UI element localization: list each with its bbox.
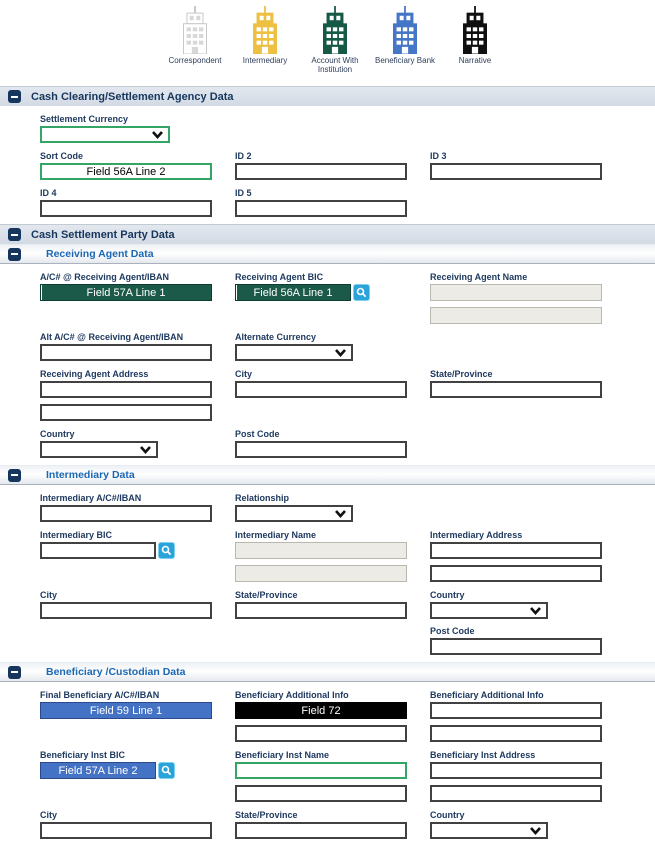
receiving-agent-address-input-2[interactable] xyxy=(40,404,212,421)
field-label: Post Code xyxy=(235,429,280,439)
chevron-down-icon xyxy=(334,348,347,357)
beneficiary-inst-name-input-2[interactable] xyxy=(235,785,407,802)
id2-input[interactable] xyxy=(235,163,407,180)
field-label: A/C# @ Receiving Agent/IBAN xyxy=(40,272,169,282)
field-label: State/Province xyxy=(235,810,298,820)
intermediary-state-input[interactable] xyxy=(235,602,407,619)
field-relationship xyxy=(235,494,407,522)
id4-input[interactable] xyxy=(40,200,212,217)
field-beneficiary-additional-info xyxy=(235,691,407,742)
beneficiary-inst-bic-input[interactable]: Field 57A Line 2 xyxy=(40,762,156,779)
field-intermediary-name xyxy=(235,531,407,582)
field-label: Receiving Agent Name xyxy=(430,272,528,282)
field-beneficiary-state xyxy=(235,811,407,839)
chevron-down-icon xyxy=(529,826,542,835)
field-label: Beneficiary Additional Info xyxy=(430,690,544,700)
beneficiary-additional-info-input-1[interactable]: Field 72 xyxy=(235,702,407,719)
party-icon-account-with-institution[interactable] xyxy=(300,6,370,74)
field-label: Receiving Agent Address xyxy=(40,369,149,379)
icon-label: Correspondent xyxy=(168,56,222,65)
beneficiary-inst-address-input-1[interactable] xyxy=(430,762,602,779)
chevron-down-icon xyxy=(139,445,152,454)
search-icon xyxy=(161,765,172,776)
field-label: Post Code xyxy=(430,626,475,636)
receiving-agent-city-input[interactable] xyxy=(235,381,407,398)
building-icon xyxy=(175,6,215,54)
party-icon-beneficiary-bank[interactable] xyxy=(370,6,440,74)
field-beneficiary-additional-info-2 xyxy=(430,691,602,742)
bic-lookup-button[interactable] xyxy=(353,284,370,301)
building-icon xyxy=(385,6,425,54)
intermediary-name-display-1 xyxy=(235,542,407,559)
beneficiary-inst-name-input-1[interactable] xyxy=(235,762,407,779)
subsection-title: Intermediary Data xyxy=(46,469,135,481)
field-intermediary-bic xyxy=(40,531,212,559)
search-icon xyxy=(356,287,367,298)
field-receiving-agent-name xyxy=(430,273,602,324)
intermediary-address-input-2[interactable] xyxy=(430,565,602,582)
intermediary-bic-input[interactable] xyxy=(40,542,156,559)
intermediary-city-input[interactable] xyxy=(40,602,212,619)
receiving-agent-address-input-1[interactable] xyxy=(40,381,212,398)
intermediary-account-input[interactable] xyxy=(40,505,212,522)
beneficiary-additional-info-input-2[interactable] xyxy=(235,725,407,742)
intermediary-name-display-2 xyxy=(235,565,407,582)
party-icon-strip xyxy=(0,0,655,86)
icon-label: Beneficiary Bank xyxy=(374,56,436,65)
field-label: ID 5 xyxy=(235,188,252,198)
icon-label: Narrative xyxy=(458,56,492,65)
subsection-title: Beneficiary /Custodian Data xyxy=(46,666,186,678)
party-icon-correspondent[interactable] xyxy=(160,6,230,74)
collapse-icon[interactable] xyxy=(8,248,21,261)
collapse-icon[interactable] xyxy=(8,666,21,679)
field-label: Intermediary Name xyxy=(235,530,317,540)
subsection-body-receiving-agent xyxy=(0,264,655,465)
party-icon-narrative[interactable] xyxy=(440,6,510,74)
building-icon xyxy=(245,6,285,54)
section-title: Cash Clearing/Settlement Agency Data xyxy=(31,90,234,103)
field-label: Receiving Agent BIC xyxy=(235,272,324,282)
bic-lookup-button[interactable] xyxy=(158,542,175,559)
field-beneficiary-city xyxy=(40,811,212,839)
intermediary-address-input-1[interactable] xyxy=(430,542,602,559)
section-title: Cash Settlement Party Data xyxy=(31,228,175,241)
field-label: City xyxy=(235,369,253,379)
field-label: State/Province xyxy=(235,590,298,600)
field-label: Country xyxy=(430,810,465,820)
beneficiary-additional-info-input-3[interactable] xyxy=(430,702,602,719)
alternate-currency-select[interactable] xyxy=(235,344,353,361)
beneficiary-additional-info-input-4[interactable] xyxy=(430,725,602,742)
field-label: City xyxy=(40,810,58,820)
field-label: Beneficiary Inst Address xyxy=(430,750,536,760)
field-label: Country xyxy=(40,429,75,439)
settlement-currency-select[interactable] xyxy=(40,126,170,143)
receiving-agent-state-input[interactable] xyxy=(430,381,602,398)
chevron-down-icon xyxy=(151,130,164,139)
field-receiving-agent-state xyxy=(430,370,602,398)
receiving-agent-account-input[interactable]: Field 57A Line 1 xyxy=(40,284,212,301)
intermediary-country-select[interactable] xyxy=(430,602,548,619)
final-beneficiary-account-input[interactable]: Field 59 Line 1 xyxy=(40,702,212,719)
field-id3 xyxy=(430,152,602,180)
icon-label: Account With Institution xyxy=(311,56,359,74)
field-label: Alt A/C# @ Receiving Agent/IBAN xyxy=(40,332,184,342)
field-alt-receiving-agent-account xyxy=(40,333,212,361)
receiving-agent-country-select[interactable] xyxy=(40,441,158,458)
id3-input[interactable] xyxy=(430,163,602,180)
field-label: Settlement Currency xyxy=(40,114,129,124)
field-intermediary-country-postcode xyxy=(430,591,602,655)
icon-label: Intermediary xyxy=(242,56,288,65)
field-label: Beneficiary Inst Name xyxy=(235,750,330,760)
subsection-header-receiving-agent xyxy=(0,244,655,264)
collapse-icon[interactable] xyxy=(8,90,21,103)
chevron-down-icon xyxy=(334,509,347,518)
bic-lookup-button[interactable] xyxy=(158,762,175,779)
receiving-agent-name-display-1 xyxy=(430,284,602,301)
field-receiving-agent-country xyxy=(40,430,212,458)
field-id4 xyxy=(40,189,212,217)
section-header-cash-clearing xyxy=(0,86,655,106)
field-settlement-currency xyxy=(40,115,212,143)
field-label: Intermediary BIC xyxy=(40,530,113,540)
field-label: Beneficiary Additional Info xyxy=(235,690,349,700)
field-id5 xyxy=(235,189,407,217)
alt-receiving-agent-account-input[interactable] xyxy=(40,344,212,361)
subsection-title: Receiving Agent Data xyxy=(46,248,154,260)
field-label: Relationship xyxy=(235,493,290,503)
beneficiary-country-select[interactable] xyxy=(430,822,548,839)
subsection-body-intermediary xyxy=(0,485,655,662)
field-sort-code xyxy=(40,152,212,180)
field-label: ID 3 xyxy=(430,151,447,161)
chevron-down-icon xyxy=(529,606,542,615)
field-receiving-agent-account xyxy=(40,273,212,301)
collapse-icon[interactable] xyxy=(8,228,21,241)
field-intermediary-state xyxy=(235,591,407,619)
field-label: City xyxy=(40,590,58,600)
field-beneficiary-country xyxy=(430,811,602,839)
receiving-agent-name-display-2 xyxy=(430,307,602,324)
collapse-icon[interactable] xyxy=(8,469,21,482)
receiving-agent-bic-input[interactable]: Field 56A Line 1 xyxy=(235,284,351,301)
field-intermediary-address xyxy=(430,531,602,582)
field-label: ID 4 xyxy=(40,188,57,198)
section-header-cash-settlement-party xyxy=(0,224,655,244)
beneficiary-inst-address-input-2[interactable] xyxy=(430,785,602,802)
sort-code-input[interactable]: Field 56A Line 2 xyxy=(40,163,212,180)
field-label: Country xyxy=(430,590,465,600)
field-label: Intermediary Address xyxy=(430,530,523,540)
field-label: Final Beneficiary A/C#/IBAN xyxy=(40,690,160,700)
field-label: Sort Code xyxy=(40,151,84,161)
field-label: Beneficiary Inst BIC xyxy=(40,750,126,760)
field-intermediary-city xyxy=(40,591,212,619)
field-final-beneficiary-account xyxy=(40,691,212,719)
field-id2 xyxy=(235,152,407,180)
field-receiving-agent-bic xyxy=(235,273,407,301)
section-body-cash-clearing xyxy=(0,106,655,224)
field-intermediary-account xyxy=(40,494,212,522)
receiving-agent-postcode-input[interactable] xyxy=(235,441,407,458)
search-icon xyxy=(161,545,172,556)
subsection-header-beneficiary xyxy=(0,662,655,682)
field-label: Alternate Currency xyxy=(235,332,317,342)
field-label: Intermediary A/C#/IBAN xyxy=(40,493,142,503)
beneficiary-state-input[interactable] xyxy=(235,822,407,839)
field-receiving-agent-city xyxy=(235,370,407,398)
relationship-select[interactable] xyxy=(235,505,353,522)
building-icon xyxy=(455,6,495,54)
field-receiving-agent-postcode xyxy=(235,430,407,458)
field-label: State/Province xyxy=(430,369,493,379)
field-beneficiary-inst-bic xyxy=(40,751,212,779)
field-label: ID 2 xyxy=(235,151,252,161)
building-icon xyxy=(315,6,355,54)
id5-input[interactable] xyxy=(235,200,407,217)
intermediary-postcode-input[interactable] xyxy=(430,638,602,655)
subsection-body-beneficiary xyxy=(0,682,655,846)
party-icon-intermediary[interactable] xyxy=(230,6,300,74)
beneficiary-city-input[interactable] xyxy=(40,822,212,839)
field-alternate-currency xyxy=(235,333,407,361)
field-receiving-agent-address xyxy=(40,370,212,421)
field-beneficiary-inst-address xyxy=(430,751,602,802)
field-beneficiary-inst-name xyxy=(235,751,407,802)
subsection-header-intermediary xyxy=(0,465,655,485)
